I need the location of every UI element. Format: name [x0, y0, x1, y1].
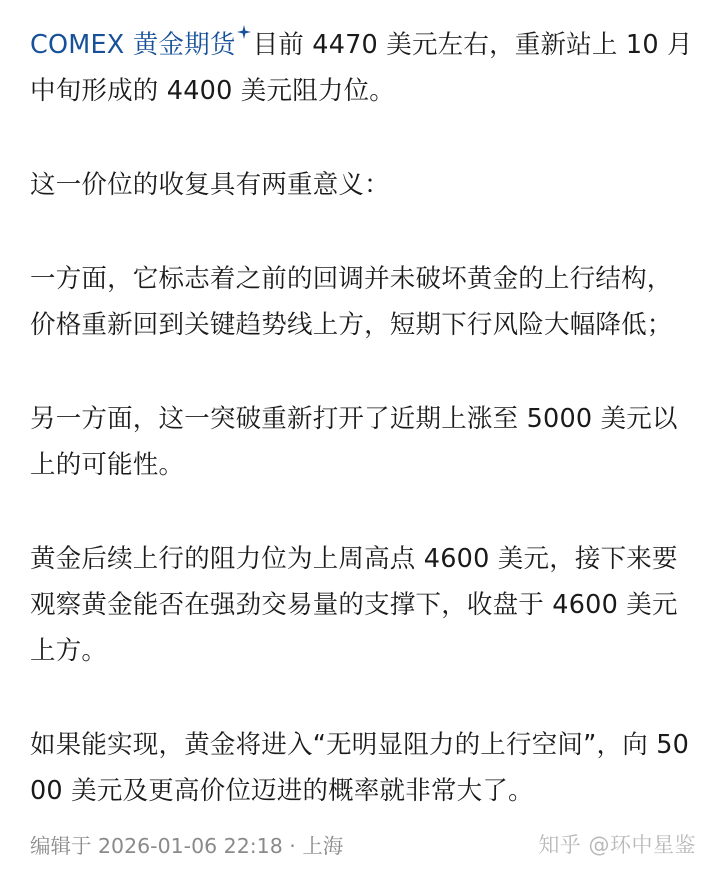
paragraph-1: [30, 22, 694, 114]
article-body: [30, 22, 694, 862]
paragraph-5: 黄金后续上行的阻力位为上周高点 4600 美元，接下来要观察黄金能否在强劲交易量的支撑下，收盘于 4600 美元上方。: [30, 544, 678, 666]
paragraph-4: 另一方面，这一突破重新打开了近期上涨至 5000 美元以上的可能性。: [30, 404, 678, 480]
article-footer: [30, 826, 696, 862]
edit-meta: [30, 829, 343, 859]
paragraph-6: 如果能实现，黄金将进入“无明显阻力的上行空间”，向 5000 美元及更高价位迈进的概率就非常大了。: [30, 730, 690, 806]
topic-link-comex-gold-futures[interactable]: COMEX 黄金期货: [30, 30, 236, 60]
edit-location: 上海: [302, 834, 344, 858]
paragraph-1-text: 目前 4470 美元左右，重新站上 10 月中旬形成的 4400 美元阻力位。: [30, 30, 693, 106]
edited-time: 编辑于 2026-01-06 22:18: [30, 834, 283, 858]
paragraph-2: 这一价位的收复具有两重意义：: [30, 170, 390, 200]
meta-separator: ·: [282, 834, 303, 858]
sparkle-icon: [237, 25, 251, 39]
zhihu-watermark: 知乎 @环中星鉴: [538, 833, 696, 857]
paragraph-3: 一方面，它标志着之前的回调并未破坏黄金的上行结构，价格重新回到关键趋势线上方，短期下行风险大幅降低；: [30, 264, 673, 340]
